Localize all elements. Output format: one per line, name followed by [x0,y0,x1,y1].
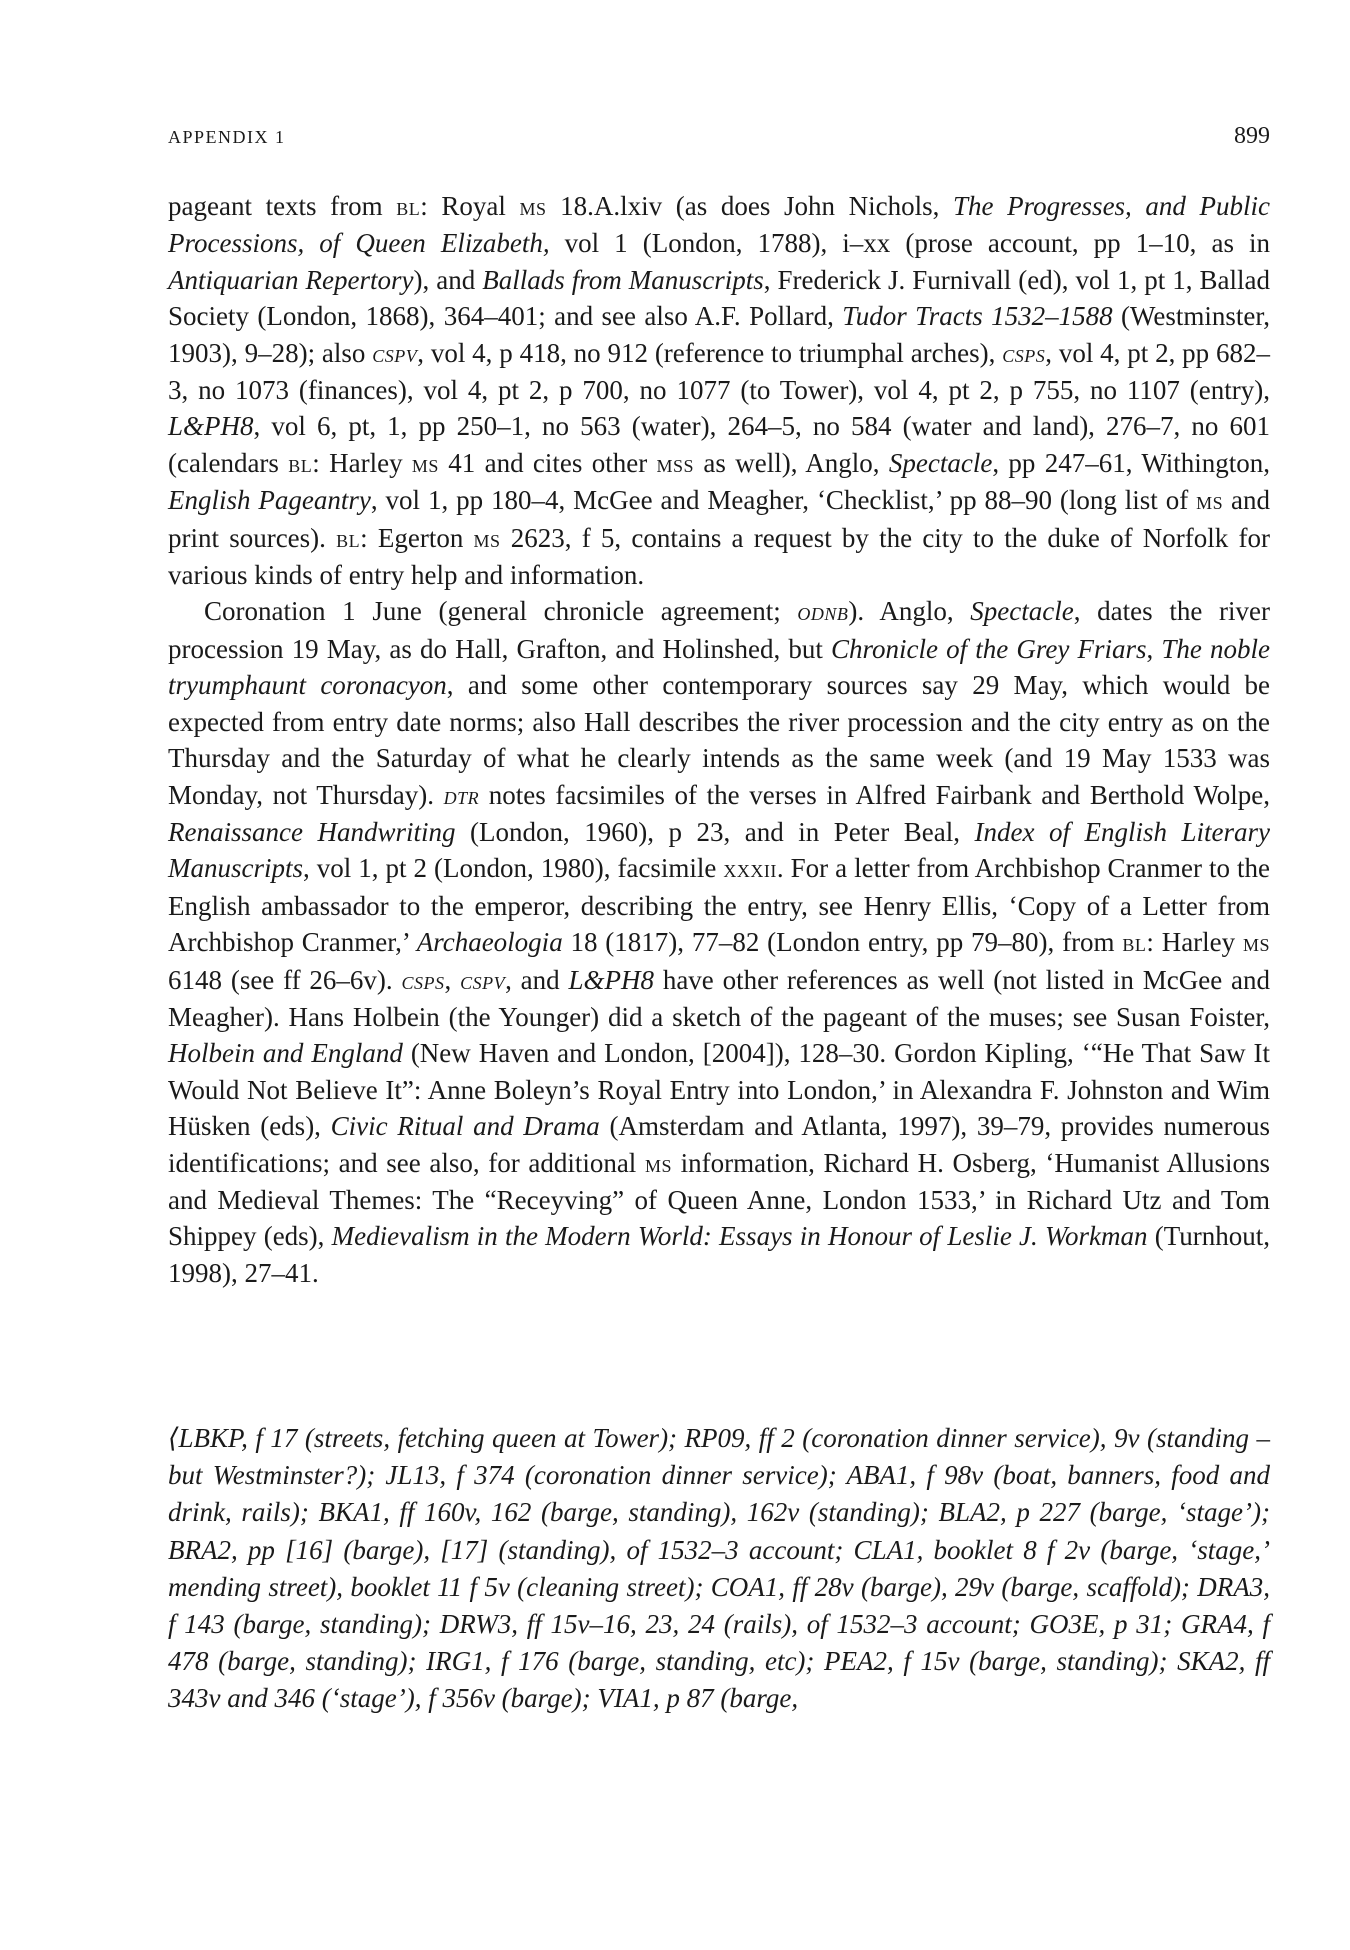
text-run: 2623, f 5, contains a request by the city to the duke of Norfolk for various kinds of entry help and information. [168,522,1270,591]
text-run: ms [519,192,547,221]
text-run: , and some other contemporary sources say 29 May, which would be expected from entry date norms; also Hall describes the river procession and the city entry as on the Thursday and the Saturday of what he clearly intends as the same week (and 19 May 1533 was Monday, not Thursday). [168,670,1271,810]
text-run: bl [396,192,421,221]
text-run: csps [1002,338,1046,368]
text-run: Coronation 1 June (general chronicle agreement; [204,596,798,627]
text-run: , vol 1, pp 180–4, McGee and Meagher, ‘Checklist,’ pp 88–90 (long list of [370,485,1197,516]
text-run: Civic Ritual and Drama [330,1111,600,1142]
text-run: , dates the river procession 19 May, as do Hall, Grafton, and Holinshed, but [168,596,1270,664]
text-run: pageant texts from [168,191,397,221]
text-run: ms [644,1148,672,1178]
paragraph-1 [168,188,1270,593]
text-run: Chronicle of the Grey Friars [830,633,1147,664]
text-run: odnb [797,597,849,627]
text-run: (Amsterdam and Atlanta, 1997), 39–79, provides numerous identifications; and see also, for additional [168,1111,1270,1178]
text-run: and print sources). [168,485,1270,553]
text-run: notes facsimiles of the verses in Alfred Fairbank and Berthold Wolpe, [479,779,1271,810]
text-run: mss [656,448,695,478]
text-run: cspv [460,965,506,995]
text-run: ), and [413,264,483,295]
text-run: xxxii [723,854,777,884]
text-run: , vol 4, pt 2, pp 682–3, no 1073 (finances), vol 4, pt 2, p 700, no 1077 (to Tower), vol 4, pt 2, p 755, no 1107 (entry), [168,337,1270,406]
text-run: 18.A.lxiv (as does John Nichols, [546,191,953,221]
text-run: , vol 1, pt 2 (London, 1980), facsimile [303,853,724,884]
text-run: Holbein and England [168,1038,403,1069]
text-run: Tudor Tracts 1532–1588 [842,301,1113,332]
text-run: Spectacle [970,596,1074,627]
text-run: ms [473,523,501,553]
text-run: (New Haven and London, [2004]), 128–30. Gordon Kipling, ‘“He That Saw It Would Not Believe It”: Anne Boleyn’s Royal Entry into London,’ in Alexandra F. Johnston and Wim Hüsken (eds), [168,1038,1270,1142]
text-run: , and [505,964,569,995]
running-head-section: APPENDIX 1 [168,127,286,147]
text-run: , [444,964,461,995]
text-run: (London, 1960), p 23, and in Peter Beal, [455,816,975,847]
text-run: , vol 6, pt, 1, pp 250–1, no 563 (water), 264–5, no 584 (water and land), 276–7, no 601 (calendars [168,411,1270,478]
text-run: have other references as well (not listed in McGee and Meagher). Hans Holbein (the Younger) did a sketch of the pageant of the muses; see Susan Foister, [168,964,1270,1032]
text-run: : Egerton [360,522,474,553]
text-run: , vol 4, p 418, no 912 (reference to triumphal arches), [417,337,1003,368]
text-run: Spectacle [888,447,993,478]
text-run: Ballads from Manuscripts [482,264,764,295]
text-run: Index of English Literary Manuscripts [168,816,1271,884]
text-run: ms [1196,486,1224,516]
text-run: bl [336,523,361,553]
text-run: , Frederick J. Furnivall (ed), vol 1, pt 1, Ballad Society (London, 1868), 364–401; and see also A.F. Pollard, [168,264,1270,332]
text-run: L&PH8 [168,411,254,442]
record-notes: ⟨LBKP, f 17 (streets, fetching queen at Tower); RP09, ff 2 (coronation dinner service), 9v (standing – but Westminster?); JL13, f 374 (coronation dinner service); ABA1, f 98v (boat, banners, food and drink, rails); BKA1, ff 160v, 162 (barge, standing), 162v (standing); BLA2, p 227 (barge, ‘stage’); BRA2, pp [16] (barge), [17] (standing), of 1532–3 account; CLA1, booklet 8 f 2v (barge, ‘stage,’ mending street), booklet 11 f 5v (cleaning street); COA1, ff 28v (barge), 29v (barge, scaffold); DRA3, f 143 (barge, standing); DRW3, ff 15v–16, 23, 24 (rails), of 1532–3 account; GO3E, p 31; GRA4, f 478 (barge, standing); IRG1, f 176 (barge, standing, etc); PEA2, f 15v (barge, standing); SKA2, ff 343v and 346 (‘stage’), f 356v (barge); VIA1, p 87 (barge, [168,1423,1270,1714]
text-run: Antiquarian Repertory [168,264,414,295]
text-run: ). Anglo, [848,596,971,627]
text-run: English Pageantry [168,485,371,516]
text-run: ms [1242,928,1270,958]
text-run: (Westminster, 1903), 9–28); also [168,301,1270,368]
text-run: (Turnhout, 1998), 27–41. [168,1221,1270,1288]
text-run: information, Richard H. Osberg, ‘Humanist Allusions and Medieval Themes: The “Receyving” of Queen Anne, London 1533,’ in Richard Utz and Tom Shippey (eds), [168,1147,1270,1252]
page-number: 899 [1234,123,1270,149]
text-run: . For a letter from Archbishop Cranmer to the English ambassador to the emperor, describing the entry, see Henry Ellis, ‘Copy of a Letter from Archbishop Cranmer,’ [168,853,1270,958]
text-run: cspv [372,338,418,368]
text-run: bl [288,448,313,478]
text-run: L&PH8 [568,964,654,995]
text-run: The Progresses, and Public Processions, of Queen Elizabeth, [168,191,1271,259]
text-run: bl [1122,928,1147,958]
body-text [168,188,1270,1291]
text-run: dtr [443,780,480,810]
text-run: ms [411,448,439,478]
paragraph-2 [168,593,1270,1291]
text-run: , [1146,633,1162,664]
text-run: csps [401,965,445,995]
text-run: Renaissance Handwriting [168,816,456,847]
text-run: as well), Anglo, [694,447,889,478]
text-run: Archaeologia [416,927,563,958]
text-run: Medievalism in the Modern World: Essays in Honour of Leslie J. Workman [331,1221,1148,1252]
text-run: 41 and cites other [438,447,657,478]
text-run: 6148 (see ff 26–6v). [168,964,402,995]
text-run: : Harley [312,447,412,478]
text-run: The noble tryumphaunt coronacyon [168,633,1270,701]
text-run: , pp 247–61, Withington, [992,447,1270,478]
text-run: vol 1 (London, 1788), i–xx (prose account, pp 1–10, as in [549,228,1270,259]
text-run: 18 (1817), 77–82 (London entry, pp 79–80), from [562,927,1123,958]
text-run: : Harley [1146,927,1243,958]
text-run: : Royal [420,191,520,221]
